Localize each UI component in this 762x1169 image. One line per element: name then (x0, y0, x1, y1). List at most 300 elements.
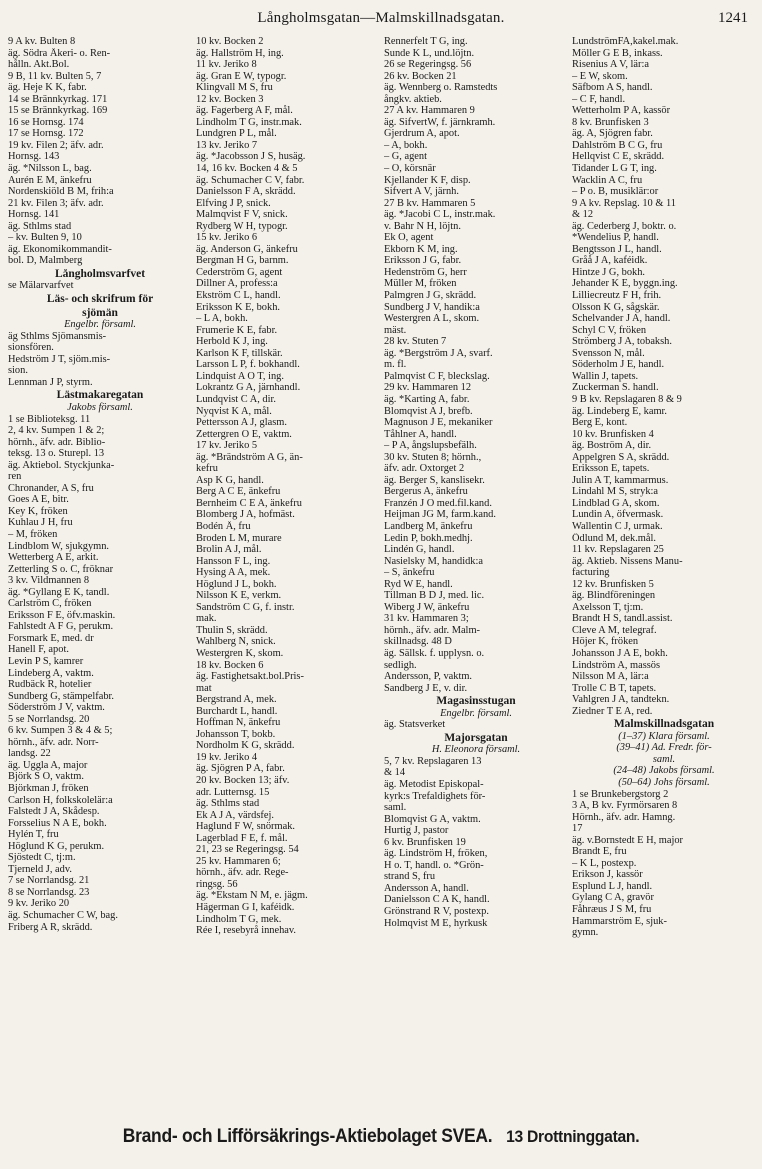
directory-column-2 (196, 36, 380, 1122)
directory-entry: Andersson A, handl. (384, 882, 469, 894)
directory-entry: ringsg. 56 (196, 878, 238, 890)
directory-entry: – S, änkefru (384, 567, 435, 579)
directory-entry: 9 B, 11 kv. Bulten 5, 7 (8, 70, 102, 82)
directory-entry: Söderholm J E, handl. (572, 359, 665, 371)
directory-entry: Lindholm T G, instr.mak. (196, 116, 302, 128)
directory-entry: kefru (196, 463, 218, 475)
directory-entry: Nasielsky M, handidk:a (384, 555, 483, 567)
directory-entry: Herbold K J, ing. (196, 336, 268, 348)
directory-entry: Klingvall M S, fru (196, 82, 273, 94)
directory-entry: äg. A, Sjögren fabr. (572, 128, 653, 140)
directory-entry: Karlson K F, tillskär. (196, 347, 283, 359)
directory-entry: Palmqvist C F, bleckslag. (384, 370, 490, 382)
directory-entry: äg. Uggla A, major (8, 759, 88, 771)
directory-entry: Sifvert A V, järnh. (384, 186, 459, 198)
directory-entry: Burchardt L, handl. (196, 705, 278, 717)
directory-entry: äg. *Jacobi C L, instr.mak. (384, 209, 496, 221)
directory-entry: sedligh. (384, 659, 417, 671)
directory-entry: Elfving J P, snick. (196, 197, 271, 209)
directory-entry: *Wendelius P, handl. (572, 232, 659, 244)
directory-entry: bol. D, Malmberg (8, 255, 83, 267)
directory-entry: 15 se Brännkyrkag. 169 (8, 105, 108, 117)
directory-column-4 (572, 36, 756, 1122)
directory-entry: Ek O, agent (384, 232, 434, 244)
directory-entry: äg. Aktieb. Nissens Manu- (572, 555, 683, 567)
directory-entry: mak. (196, 613, 217, 625)
directory-entry: 17 kv. Jeriko 5 (196, 440, 258, 452)
directory-entry: Forsselius N A E, bokh. (8, 817, 107, 829)
directory-entry: Eriksson E, tapets. (572, 463, 650, 475)
directory-entry: äg. Fastighetsakt.bol.Pris- (196, 671, 304, 683)
parish-note: (50–64) Johs församl. (618, 777, 710, 788)
directory-entry: 16 se Hornsg. 174 (8, 116, 84, 128)
directory-entry: äg. Berger S, kanslisekr. (384, 474, 485, 486)
directory-entry: Brolin A J, mål. (196, 544, 262, 556)
directory-entry: Johansson J A E, bokh. (572, 647, 668, 659)
directory-entry: Goes A E, bitr. (8, 494, 69, 506)
directory-entry: kyrk:s Trefaldighets för- (384, 790, 486, 802)
parish-note: Engelbr. församl. (440, 707, 512, 719)
directory-entry: äg. *Bergström J A, svarf. (384, 347, 493, 359)
directory-entry: äg. Aktiebol. Styckjunka- (8, 459, 115, 471)
directory-entry: äg. *Ekstam N M, e. jägm. (196, 890, 308, 902)
directory-entry: 29 kv. Hammaren 12 (384, 382, 472, 394)
directory-entry: Gjerdrum A, apot. (384, 128, 460, 140)
parish-note: Engelbr. församl. (64, 319, 136, 331)
directory-entry: Cederström G, agent (196, 266, 283, 278)
directory-entry: m. fl. (384, 359, 407, 371)
directory-entry: 5, 7 kv. Repslagaren 13 (384, 755, 482, 767)
footer-address: 13 Drottninggatan. (506, 1127, 640, 1146)
directory-entry: Frumerie K E, fabr. (196, 324, 278, 336)
directory-entry: Hornsg. 141 (8, 209, 60, 221)
directory-entry: äg. Södra Åkeri- o. Ren- (8, 47, 111, 59)
directory-entry: äg. SifvertW, f. järnkramh. (384, 116, 496, 128)
directory-entry: Magnuson J E, mekaniker (384, 417, 493, 429)
directory-entry: 10 kv. Brunfisken 4 (572, 428, 654, 440)
directory-entry: 8 se Norrlandsg. 23 (8, 886, 90, 898)
directory-entry: Kuhlau J H, fru (8, 517, 73, 529)
directory-entry: Nilsson K E, verkm. (196, 590, 282, 602)
directory-entry: äg. Sthlms stad (8, 220, 72, 232)
directory-entry: – P o. B, musiklär:or (572, 186, 659, 198)
directory-entry: 19 kv. Filen 2; äfv. adr. (8, 139, 104, 151)
parish-note: (24–48) Jakobs församl. (613, 765, 715, 777)
directory-entry: Tidander L G T, ing. (572, 163, 657, 175)
directory-entry: saml. (384, 802, 407, 814)
directory-entry: Vahlgren J A, tandtekn. (572, 694, 670, 706)
directory-entry: Axelsson T, tj:m. (572, 601, 644, 613)
directory-entry: Esplund L J, handl. (572, 880, 653, 892)
directory-entry: Wetterholm P A, kassör (572, 105, 671, 117)
directory-entry: Kjellander K F, disp. (384, 174, 471, 186)
directory-entry: 15 kv. Jeriko 6 (196, 232, 258, 244)
directory-entry: Nordenskiöld B M, frih:a (8, 186, 114, 198)
page-number: 1241 (718, 10, 748, 26)
directory-entry: Hornsg. 143 (8, 151, 60, 163)
directory-entry: Bergman H G, barnm. (196, 255, 289, 267)
directory-entry: Hurtig J, pastor (384, 825, 449, 837)
parish-note: (1–37) Klara församl. (618, 730, 710, 742)
directory-entry: 6 kv. Brunfisken 19 (384, 836, 466, 848)
directory-entry: Dahlström B C G, fru (572, 139, 663, 151)
directory-entry: 21 kv. Filen 3; äfv. adr. (8, 197, 104, 209)
directory-entry: Lindholm T G, mek. (196, 913, 282, 925)
directory-entry: Lindblad G A, skom. (572, 497, 660, 509)
directory-entry: Appelgren S A, skrädd. (572, 451, 670, 463)
directory-entry: Sandberg J E, v. dir. (384, 682, 468, 694)
directory-entry: Carlström C, fröken (8, 598, 92, 610)
directory-entry: 14, 16 kv. Bocken 4 & 5 (196, 163, 298, 175)
directory-entry: äg. Lindeberg E, kamr. (572, 405, 668, 417)
directory-entry: Ledin P, bokh.medhj. (384, 532, 473, 544)
directory-entry: Dillner A, profess:a (196, 278, 278, 290)
directory-entry: – L A, bokh. (196, 313, 248, 325)
directory-entry: 26 kv. Bocken 21 (384, 70, 457, 82)
directory-entry: Rydberg W H, typogr. (196, 220, 288, 232)
section-heading: Lästmakaregatan (56, 390, 144, 402)
directory-entry: 5 se Norrlandsg. 20 (8, 713, 90, 725)
directory-entry: Berg E, kont. (572, 417, 628, 429)
directory-entry: Danielsson C A K, handl. (384, 894, 490, 906)
directory-entry: mäst. (384, 324, 407, 336)
directory-entry: Grönstrand R V, postexp. (384, 906, 489, 918)
directory-entry: – K L, postexp. (572, 857, 637, 869)
directory-entry: 10 kv. Bocken 2 (196, 36, 264, 47)
directory-entry: Schelvander J A, handl. (572, 313, 671, 325)
directory-entry: hörnh., äfv. adr. Rege- (196, 867, 289, 879)
directory-entry: Fahlstedt A F G, perukm. (8, 621, 114, 633)
directory-entry: Hedenström G, herr (384, 266, 467, 278)
directory-entry: hörnh., äfv. adr. Biblio- (8, 436, 106, 448)
directory-column-1 (8, 36, 192, 1122)
directory-entry: äfv. adr. Oxtorget 2 (384, 463, 465, 475)
directory-entry: Lindahl M S, stryk:a (572, 486, 659, 498)
directory-entry: Hysing A A, mek. (196, 567, 271, 579)
directory-entry: Bergstrand A, mek. (196, 694, 277, 706)
directory-entry: Haglund F W, snörmak. (196, 821, 295, 833)
parish-note: Jakobs församl. (67, 401, 133, 413)
directory-entry: 2, 4 kv. Sumpen 1 & 2; (8, 425, 105, 437)
directory-entry: Blomqvist G A, vaktm. (384, 813, 481, 825)
directory-entry: Säfbom A S, handl. (572, 82, 653, 94)
section-heading: Läs- och skrifrum för (46, 294, 154, 306)
directory-entry: 3 A, B kv. Fyrmörsaren 8 (572, 800, 678, 812)
directory-entry: 7 se Norrlandsg. 21 (8, 875, 90, 887)
directory-entry: äg. Sthlms stad (196, 798, 260, 810)
directory-entry: Schyl C V, fröken (572, 324, 647, 336)
directory-entry: äg. Cederberg J, boktr. o. (572, 220, 677, 232)
directory-entry: 31 kv. Hammaren 3; (384, 613, 469, 625)
directory-entry: Höglund J L, bokh. (196, 578, 277, 590)
directory-entry: Danielsson F A, skrädd. (196, 186, 296, 198)
directory-entry: äg. Hallström H, ing. (196, 47, 284, 59)
section-heading: Magasinsstugan (436, 696, 516, 708)
directory-entry: Bergerus A, änkefru (384, 486, 468, 498)
directory-entry: Lokrantz G A, järnhandl. (196, 382, 301, 394)
directory-entry: Lindeberg A, vaktm. (8, 667, 94, 679)
directory-entry: facturing (572, 567, 610, 579)
directory-entry: Bengtsson J L, handl. (572, 243, 662, 255)
directory-entry: Bernheim C E A, änkefru (196, 497, 302, 509)
directory-entry: äg. Blindföreningen (572, 590, 656, 602)
directory-entry: ren (8, 471, 22, 483)
directory-entry: – kv. Bulten 9, 10 (8, 232, 82, 244)
directory-entry: 14 se Brännkyrkag. 171 (8, 93, 108, 105)
directory-entry: Key K, fröken (8, 505, 68, 517)
directory-entry: hörnh., äfv. adr. Norr- (8, 736, 99, 748)
directory-entry: Heijman JG M, farm.kand. (384, 509, 496, 521)
directory-entry: Westergren K, skom. (196, 647, 284, 659)
directory-entry: äg. Anderson G, änkefru (196, 243, 298, 255)
directory-entry: Svensson N, mål. (572, 347, 645, 359)
directory-entry: Ziedner T E A, red. (572, 705, 653, 717)
directory-entry: Gråå J A, kaféidk. (572, 255, 648, 267)
parish-note: (39–41) Ad. Fredr. för- (616, 742, 712, 754)
directory-entry: äg. *Nilsson L, bag. (8, 163, 92, 175)
page-title: Långholmsgatan—Malmskillnadsgatan. (257, 10, 505, 26)
directory-entry: äg. Ekonomikommandit- (8, 243, 112, 255)
directory-entry: ångkv. aktieb. (384, 93, 442, 105)
directory-entry: Brandt H S, tandl.assist. (572, 613, 673, 625)
directory-entry: 8 kv. Brunfisken 3 (572, 116, 649, 128)
section-heading: Majorsgatan (444, 732, 508, 744)
directory-entry: Strömberg J A, tobaksh. (572, 336, 672, 348)
section-heading: Malmskillnadsgatan (613, 719, 715, 731)
directory-entry: 28 kv. Stuten 7 (384, 336, 447, 348)
directory-entry: Thulin S, skrädd. (196, 624, 268, 636)
directory-entry: Hansson F L, ing. (196, 555, 271, 567)
directory-entry: Larsson L P, f. bokhandl. (196, 359, 300, 371)
directory-entry: 6 kv. Sumpen 3 & 4 & 5; (8, 725, 113, 737)
directory-entry: Wahlberg N, snick. (196, 636, 276, 648)
directory-entry: 1 se Brunkebergstorg 2 (572, 788, 669, 800)
directory-entry: Sunde K L, und.löjtn. (384, 47, 475, 59)
directory-entry: äg. *Gyllang E K, tandl. (8, 586, 110, 598)
directory-entry: Ödlund M, dek.mål. (572, 532, 656, 544)
directory-entry: Falstedt J A, Skådesp. (8, 806, 100, 818)
directory-entry: teksg. 13 o. Sturepl. 13 (8, 448, 105, 460)
directory-entry: v. Bahr N H, löjtn. (384, 220, 461, 232)
directory-entry: gymn. (572, 927, 599, 939)
directory-entry: Chronander, A S, fru (8, 482, 94, 494)
directory-entry: LundströmFA,kakel.mak. (572, 36, 679, 47)
directory-entry: 1 se Biblioteksg. 11 (8, 413, 91, 425)
directory-entry: 9 kv. Jeriko 20 (8, 898, 70, 910)
directory-entry: sion. (8, 365, 28, 377)
directory-entry: Hellqvist C E, skrädd. (572, 151, 665, 163)
directory-entry: 11 kv. Jeriko 8 (196, 59, 257, 71)
section-heading: Långholmsvarfvet (54, 268, 146, 280)
directory-entry: Westergren A L, skom. (384, 313, 480, 325)
directory-entry: skillnadsg. 48 D (384, 636, 452, 648)
directory-entry: Rudbäck R, hotelier (8, 679, 92, 691)
directory-entry: äg. Sjögren P A, fabr. (196, 763, 285, 775)
directory-entry: äg. Sällsk. f. upplysn. o. (384, 647, 485, 659)
directory-entry: Ekborn K M, ing. (384, 243, 458, 255)
directory-entry: Levin P S, kamrer (8, 655, 84, 667)
directory-entry: Fåhræus J S M, fru (572, 904, 652, 916)
directory-entry: 30 kv. Stuten 8; hörnh., (384, 451, 482, 463)
directory-entry: Landberg M, änkefru (384, 520, 473, 532)
footer-company: Brand- och Lifförsäkrings-Aktiebolaget SVEA. (122, 1126, 493, 1147)
directory-columns (8, 36, 756, 1122)
directory-entry: Wiberg J W, änkefru (384, 601, 470, 613)
directory-entry: Nordholm K G, skrädd. (196, 740, 295, 752)
directory-entry: Holmqvist M E, hyrkusk (384, 917, 488, 929)
directory-entry: Lindblom W, sjukgymn. (8, 540, 110, 552)
directory-entry: landsg. 22 (8, 748, 51, 760)
directory-entry: äg. Gran E W, typogr. (196, 70, 287, 82)
directory-entry: 27 B kv. Hammaren 5 (384, 197, 476, 209)
directory-entry: Sandström C G, f. instr. (196, 601, 295, 613)
directory-entry: Björkman J, fröken (8, 783, 89, 794)
directory-entry: 11 kv. Repslagaren 25 (572, 544, 664, 556)
directory-entry: Risenius A V, lär:a (572, 59, 649, 71)
directory-entry: hörnh., äfv. adr. Malm- (384, 624, 480, 636)
advertisement-footer (30, 1126, 731, 1156)
directory-entry: Tillman B D J, med. lic. (384, 590, 485, 602)
directory-entry: Lindström A, massös (572, 659, 661, 671)
directory-entry: – G, agent (384, 151, 427, 163)
directory-entry: Zuckerman S. handl. (572, 382, 659, 394)
directory-entry: – E W, skom. (572, 70, 628, 82)
directory-entry: Lindquist A O T, ing. (196, 370, 284, 382)
directory-entry: äg Sthlms Sjömansmis- (8, 330, 107, 342)
directory-entry: – O, körsnär (384, 163, 436, 175)
directory-entry: Lundgren P L, mål. (196, 128, 277, 140)
directory-entry: äg. Boström A, dir. (572, 440, 652, 452)
directory-entry: äg. Fagerberg A F, mål. (196, 105, 293, 117)
directory-entry: Ekström C L, handl. (196, 290, 281, 302)
directory-entry: – A, bokh. (384, 139, 428, 151)
directory-entry: Hoffman N, änkefru (196, 717, 281, 729)
directory-entry: Berg A C E, änkefru (196, 486, 281, 498)
directory-entry: Aurén E M, änkefru (8, 174, 92, 186)
directory-entry: Björk S O, vaktm. (8, 771, 84, 783)
directory-entry: – C F, handl. (572, 93, 626, 105)
directory-entry: Bodén Ä, fru (196, 520, 251, 532)
directory-entry: Zettergren O E, vaktm. (196, 428, 292, 440)
directory-entry: 19 kv. Jeriko 4 (196, 751, 258, 763)
directory-entry: Sundberg G, stämpelfabr. (8, 690, 115, 702)
directory-entry: Gylang C A, gravör (572, 892, 654, 904)
directory-entry: 17 se Hornsg. 172 (8, 128, 84, 140)
directory-entry: Carlson H, folkskolelär:a (8, 794, 113, 806)
directory-entry: Eriksson K E, bokh. (196, 301, 280, 313)
directory-entry: äg. Statsverket (384, 719, 446, 731)
directory-entry: mat (196, 682, 212, 694)
directory-entry: Erikson J, kassör (572, 869, 643, 881)
directory-entry: Höjer K, fröken (572, 636, 639, 648)
directory-entry: Hägerman G I, kaféidk. (196, 902, 295, 914)
directory-entry: äg. Heje K K, fabr. (8, 82, 87, 94)
directory-entry: Johansson T, bokb. (196, 728, 276, 740)
directory-entry: äg. *Brändström A G, än- (196, 451, 303, 463)
directory-entry: äg. Schumacher C V, fabr. (196, 174, 305, 186)
directory-entry: Broden L M, murare (196, 532, 282, 544)
directory-entry: äg. Wennberg o. Ramstedts (384, 82, 498, 94)
directory-entry: 13 kv. Jeriko 7 (196, 139, 258, 151)
directory-entry: Lennman J P, styrm. (8, 376, 93, 388)
directory-entry: Eriksson J G, fabr. (384, 255, 462, 267)
directory-entry: – P A, ångslupsbefälh. (384, 440, 477, 452)
directory-entry: H o. T, handl. o. *Grön- (384, 859, 484, 871)
directory-entry: Blomberg J A, hofmäst. (196, 509, 295, 521)
directory-entry: äg. *Karting A, fabr. (384, 393, 470, 405)
directory-entry: Müller M, fröken (384, 278, 457, 290)
directory-entry: Wetterberg A E, arkit. (8, 552, 99, 564)
directory-entry: Jehander K E, byggn.ing. (572, 278, 678, 290)
directory-entry: Wacklin A C, fru (572, 174, 643, 186)
directory-entry: strand S, fru (384, 871, 436, 883)
directory-entry: Nyqvist K A, mål. (196, 405, 272, 417)
directory-entry: Cleve A M, telegraf. (572, 624, 657, 636)
directory-entry: Söderström J V, vaktm. (8, 702, 105, 714)
directory-entry: 26 se Regeringsg. 56 (384, 59, 472, 71)
directory-entry: hålln. Akt.Bol. (8, 59, 70, 71)
directory-entry: Olsson K G, sågskär. (572, 301, 660, 313)
directory-entry: Rée I, resebyrå innehav. (196, 925, 297, 937)
directory-entry: Friberg A R, skrädd. (8, 921, 93, 933)
directory-entry: 18 kv. Bocken 6 (196, 659, 264, 671)
directory-entry: adr. Lutternsg. 15 (196, 786, 270, 798)
directory-entry: Lundqvist C A, dir. (196, 393, 276, 405)
directory-entry: Pettersson A J, glasm. (196, 417, 287, 429)
directory-entry: 9 A kv. Repslag. 10 & 11 (572, 197, 677, 209)
directory-entry: & 14 (384, 767, 406, 779)
directory-entry: 12 kv. Brunfisken 5 (572, 578, 654, 590)
directory-entry: Möller G E B, inkass. (572, 47, 663, 59)
directory-entry: 20 kv. Bocken 13; äfv. (196, 775, 290, 786)
directory-entry: Sjöstedt C, tj:m. (8, 852, 76, 864)
directory-entry: äg. Lindström H, fröken, (384, 848, 488, 860)
directory-entry: 21, 23 se Regeringsg. 54 (196, 844, 299, 856)
directory-column-3 (384, 36, 568, 1122)
directory-entry: Forsmark E, med. dr (8, 632, 94, 644)
directory-entry: Brandt E, fru (572, 846, 627, 858)
directory-entry: 9 A kv. Bulten 8 (8, 36, 76, 47)
directory-entry: Höglund K G, perukm. (8, 840, 105, 852)
directory-entry: se Mälarvarfvet (8, 280, 74, 292)
directory-entry: Andersson, P, vaktm. (384, 671, 473, 683)
directory-entry: Malmqvist F V, snick. (196, 209, 288, 221)
directory-entry: Wallin J, tapets. (572, 370, 639, 382)
directory-entry: 12 kv. Bocken 3 (196, 93, 264, 105)
directory-entry: Franzén J O med.fil.kand. (384, 497, 492, 509)
directory-entry: – M, fröken (8, 528, 58, 540)
directory-entry: Zetterling S o. C, fröknar (8, 563, 114, 575)
directory-entry: 17 (572, 823, 583, 835)
directory-entry: Blomqvist A J, brefb. (384, 405, 473, 417)
directory-entry: Lagerblad F E, f. mål. (196, 832, 288, 844)
directory-entry: Lindén G, handl. (384, 544, 455, 556)
directory-entry: Lilliecreutz F H, frih. (572, 290, 662, 302)
directory-entry: Hintze J G, bokh. (572, 266, 646, 278)
directory-entry: Hanell F, apot. (8, 644, 69, 656)
page-header (0, 6, 762, 32)
directory-entry: Julin A T, kammarmus. (572, 474, 669, 486)
directory-entry: 25 kv. Hammaren 6; (196, 855, 281, 867)
directory-entry: Lundin A, öfvermask. (572, 509, 664, 521)
directory-entry: Rennerfelt T G, ing. (384, 36, 468, 47)
directory-entry: Tjerneld J, adv. (8, 863, 72, 875)
directory-entry: Wallentin C J, urmak. (572, 520, 663, 532)
parish-note: H. Eleonora församl. (431, 744, 521, 756)
directory-entry: Tåhlner A, handl. (384, 428, 457, 440)
directory-entry: & 12 (572, 209, 594, 221)
directory-entry: äg. Schumacher C W, bag. (8, 910, 118, 922)
